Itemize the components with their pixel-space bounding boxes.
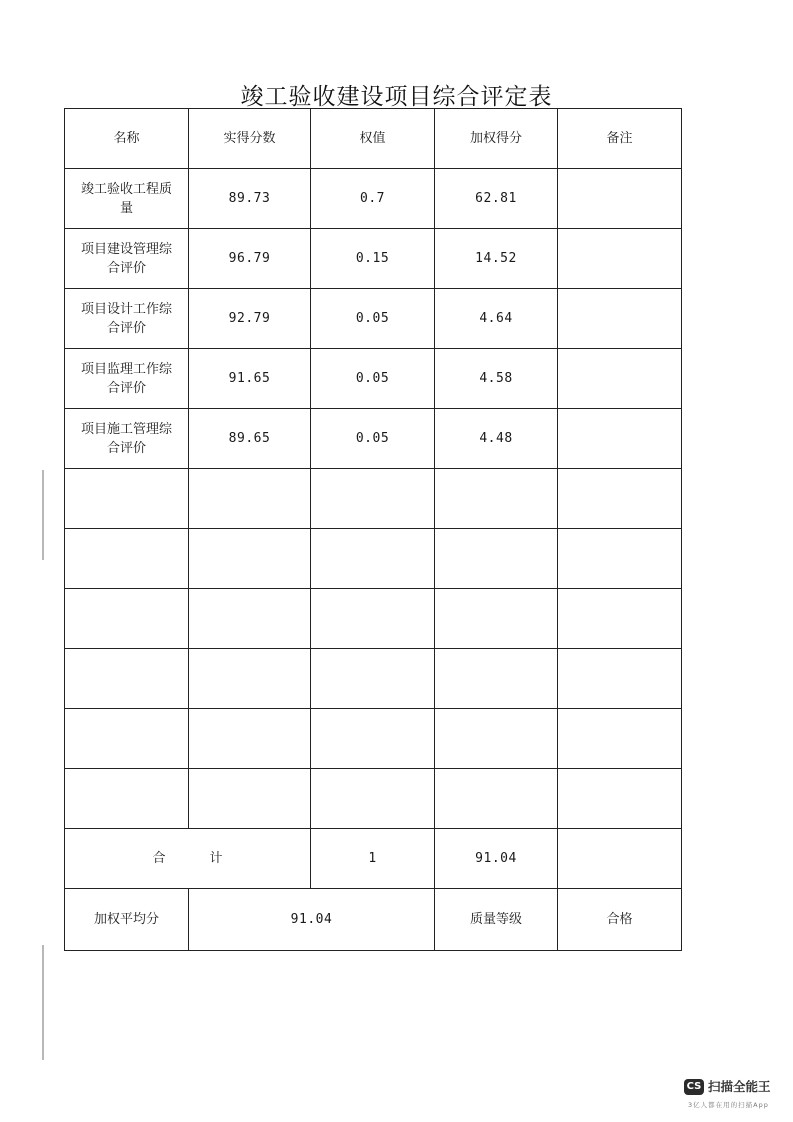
empty-cell [311, 469, 435, 529]
scanner-tagline: 3亿人都在用的扫描App [688, 1101, 769, 1109]
scan-edge-mark [42, 470, 44, 560]
empty-cell [65, 769, 189, 829]
empty-cell [435, 469, 558, 529]
document-title: 竣工验收建设项目综合评定表 [240, 84, 553, 110]
grade-label: 质量等级 [435, 889, 558, 951]
empty-row [65, 529, 682, 589]
empty-row [65, 649, 682, 709]
empty-row [65, 709, 682, 769]
row-name: 项目施工管理综合评价 [65, 409, 189, 469]
empty-cell [189, 769, 311, 829]
header-row [65, 109, 682, 169]
row-weighted: 62.81 [435, 169, 558, 229]
table-row [65, 229, 682, 289]
total-label [65, 829, 311, 889]
total-row [65, 829, 682, 889]
row-score: 89.73 [189, 169, 311, 229]
table-row [65, 289, 682, 349]
table-row [65, 169, 682, 229]
header-weight: 权值 [311, 109, 435, 169]
row-weighted: 4.64 [435, 289, 558, 349]
scanner-logo-icon: CS [684, 1079, 704, 1095]
empty-cell [558, 469, 682, 529]
table-row [65, 349, 682, 409]
empty-cell [558, 709, 682, 769]
empty-row [65, 469, 682, 529]
empty-cell [311, 769, 435, 829]
empty-cell [189, 649, 311, 709]
row-note [558, 169, 682, 229]
avg-label: 加权平均分 [65, 889, 189, 951]
total-note [558, 829, 682, 889]
table-row [65, 409, 682, 469]
row-note [558, 349, 682, 409]
empty-cell [65, 469, 189, 529]
row-weight: 0.7 [311, 169, 435, 229]
row-weighted: 4.48 [435, 409, 558, 469]
empty-cell [189, 529, 311, 589]
empty-cell [311, 589, 435, 649]
row-weighted: 4.58 [435, 349, 558, 409]
row-weighted: 14.52 [435, 229, 558, 289]
row-note [558, 289, 682, 349]
row-score: 91.65 [189, 349, 311, 409]
evaluation-table [64, 108, 682, 951]
empty-cell [435, 769, 558, 829]
empty-cell [189, 709, 311, 769]
empty-cell [189, 589, 311, 649]
avg-value: 91.04 [189, 889, 435, 951]
row-name: 项目建设管理综合评价 [65, 229, 189, 289]
total-label-part-b: 计 [209, 851, 223, 866]
row-score: 89.65 [189, 409, 311, 469]
row-name: 项目监理工作综合评价 [65, 349, 189, 409]
scan-edge-mark [42, 945, 44, 1060]
row-note [558, 229, 682, 289]
empty-cell [435, 709, 558, 769]
empty-cell [558, 649, 682, 709]
empty-cell [435, 529, 558, 589]
empty-cell [65, 529, 189, 589]
row-score: 92.79 [189, 289, 311, 349]
empty-cell [558, 529, 682, 589]
header-note: 备注 [558, 109, 682, 169]
grade-value: 合格 [558, 889, 682, 951]
empty-cell [311, 709, 435, 769]
empty-cell [65, 649, 189, 709]
empty-row [65, 589, 682, 649]
row-weight: 0.05 [311, 349, 435, 409]
scanner-watermark [684, 1079, 784, 1113]
empty-cell [558, 769, 682, 829]
empty-cell [311, 529, 435, 589]
empty-cell [65, 589, 189, 649]
header-name: 名称 [65, 109, 189, 169]
total-weighted: 91.04 [435, 829, 558, 889]
header-weighted: 加权得分 [435, 109, 558, 169]
empty-cell [65, 709, 189, 769]
row-note [558, 409, 682, 469]
row-weight: 0.15 [311, 229, 435, 289]
row-weight: 0.05 [311, 409, 435, 469]
header-score: 实得分数 [189, 109, 311, 169]
empty-row [65, 769, 682, 829]
row-name: 竣工验收工程质量 [65, 169, 189, 229]
row-weight: 0.05 [311, 289, 435, 349]
row-name: 项目设计工作综合评价 [65, 289, 189, 349]
total-weight: 1 [311, 829, 435, 889]
total-label-part-a: 合 [152, 851, 166, 866]
empty-cell [435, 589, 558, 649]
scanner-app-name: 扫描全能王 [708, 1079, 771, 1094]
empty-cell [189, 469, 311, 529]
row-score: 96.79 [189, 229, 311, 289]
empty-cell [558, 589, 682, 649]
summary-row [65, 889, 682, 951]
empty-cell [311, 649, 435, 709]
empty-cell [435, 649, 558, 709]
